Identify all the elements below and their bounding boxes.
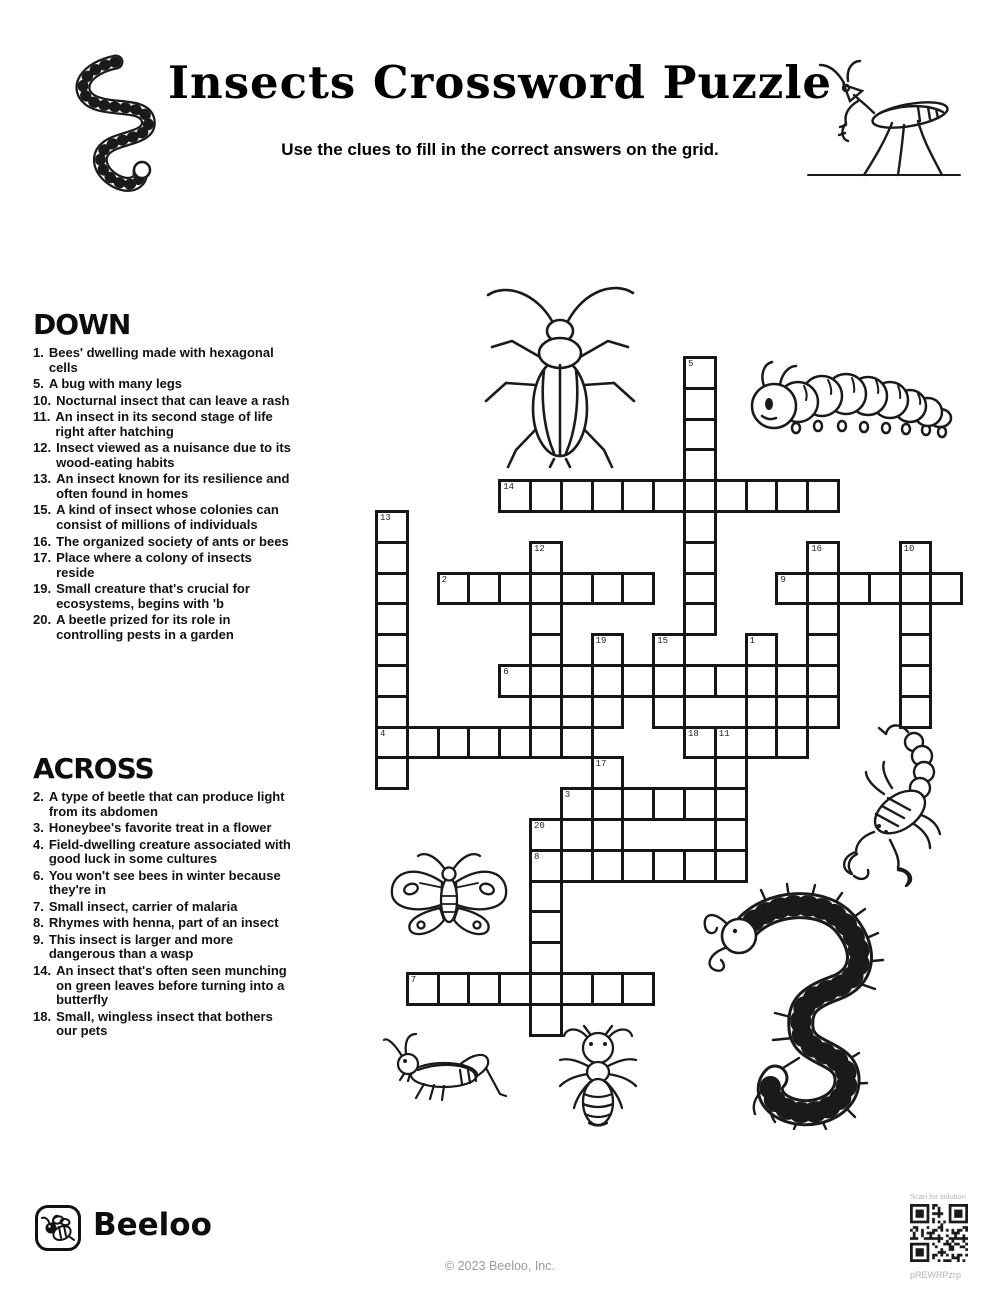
clue-number: 7.	[33, 898, 44, 914]
grid-cell[interactable]	[683, 602, 717, 636]
caterpillar-illustration	[742, 350, 967, 445]
clue-text: Nocturnal insect that can leave a rash	[56, 392, 290, 408]
grid-cell[interactable]	[560, 572, 594, 606]
cell-number: 4	[380, 728, 386, 739]
grid-cell[interactable]	[652, 787, 686, 821]
down-clue-list	[33, 346, 291, 642]
grid-cell[interactable]	[683, 541, 717, 575]
grid-cell[interactable]	[560, 849, 594, 883]
clue-text: An insect known for its resilience and often found in homes	[56, 471, 290, 501]
grid-cell[interactable]	[621, 664, 655, 698]
grid-cell[interactable]	[775, 479, 809, 513]
grid-cell[interactable]	[714, 664, 748, 698]
clue-text: Place where a colony of insects reside	[56, 550, 252, 580]
cell-number: 14	[503, 482, 514, 493]
grid-cell[interactable]	[868, 572, 902, 606]
grid-cell[interactable]	[652, 695, 686, 729]
cell-number: 5	[688, 359, 694, 369]
clue-number: 19.	[33, 581, 52, 597]
grid-cell[interactable]	[591, 818, 625, 852]
clue-item	[33, 964, 291, 1008]
cell-number: 15	[657, 636, 668, 647]
cell-number: 8	[534, 851, 540, 862]
grid-cell[interactable]	[899, 602, 933, 636]
cell-number: 6	[503, 667, 509, 677]
grid-cell[interactable]	[837, 572, 871, 606]
clue-number: 18.	[33, 1008, 52, 1024]
clue-text: Small insect, carrier of malaria	[48, 898, 238, 914]
grid-cell[interactable]	[591, 972, 625, 1006]
clue-item	[33, 535, 291, 550]
clue-number: 13.	[33, 471, 52, 487]
clue-item	[33, 821, 291, 836]
clue-item	[33, 472, 291, 501]
clue-item	[33, 838, 291, 867]
cell-number: 12	[534, 543, 545, 554]
grid-cell[interactable]	[745, 726, 779, 760]
grid-cell[interactable]	[899, 695, 933, 729]
grid-cell[interactable]	[437, 726, 471, 760]
grid-cell[interactable]	[591, 695, 625, 729]
bee-icon	[38, 1209, 78, 1249]
grid-cell[interactable]	[683, 664, 717, 698]
grid-cell[interactable]	[498, 572, 532, 606]
clue-number: 20.	[33, 612, 52, 628]
grid-cell[interactable]	[529, 726, 563, 760]
clue-text: Field-dwelling creature associated with good luck in some cultures	[48, 836, 291, 867]
clue-text: Small creature that's crucial for ecosystems, begins with 'b	[56, 581, 250, 611]
clue-text: A beetle prized for its role in controlling pests in a garden	[56, 612, 234, 642]
cell-number: 3	[564, 790, 571, 801]
clue-text: Bees' dwelling made with hexagonal cells	[48, 345, 274, 375]
mantis-illustration	[800, 55, 965, 190]
grid-cell[interactable]	[929, 572, 963, 606]
grid-cell[interactable]	[375, 633, 409, 667]
qr-block	[910, 1192, 976, 1280]
grid-cell[interactable]	[375, 572, 409, 606]
clue-item	[33, 900, 291, 915]
clue-text: An insect in its second stage of life right after hatching	[55, 409, 273, 439]
cell-number: 7	[410, 975, 417, 985]
grid-cell[interactable]	[652, 479, 686, 513]
grid-cell[interactable]	[591, 664, 625, 698]
grid-cell[interactable]	[806, 479, 840, 513]
moth-illustration	[382, 848, 517, 943]
grid-cell[interactable]	[745, 479, 779, 513]
page-title: Insects Crossword Puzzle	[167, 56, 833, 109]
clue-text: An insect that's often seen munching on green leaves before turning into a butterfly	[56, 963, 287, 1008]
grid-cell[interactable]	[529, 910, 563, 944]
clue-number: 11.	[33, 409, 51, 425]
qr-code-id: pREWRPzrp	[910, 1270, 962, 1280]
grid-cell[interactable]	[775, 664, 809, 698]
clue-item	[33, 410, 291, 439]
grid-cell[interactable]	[529, 602, 563, 636]
across-clues-section	[33, 752, 291, 1041]
grid-cell[interactable]	[529, 479, 563, 513]
copyright-text: © 2023 Beeloo, Inc.	[445, 1259, 555, 1273]
clue-item	[33, 551, 291, 580]
clue-item	[33, 377, 291, 392]
grid-cell[interactable]	[375, 602, 409, 636]
clue-number: 8.	[33, 915, 44, 931]
grid-cell[interactable]	[560, 972, 594, 1006]
grid-cell[interactable]	[529, 633, 563, 667]
grid-cell[interactable]	[683, 387, 717, 421]
grid-cell[interactable]	[621, 572, 655, 606]
clue-item	[33, 394, 291, 409]
grid-cell[interactable]	[775, 726, 809, 760]
grid-cell[interactable]	[683, 787, 717, 821]
clue-text: Rhymes with henna, part of an insect	[48, 915, 279, 931]
grid-cell[interactable]	[683, 849, 717, 883]
clue-number: 4.	[33, 836, 44, 852]
grid-cell[interactable]	[745, 664, 779, 698]
clue-item	[33, 613, 291, 642]
grid-cell[interactable]	[560, 726, 594, 760]
grid-cell[interactable]	[899, 572, 933, 606]
qr-code	[910, 1204, 968, 1262]
clue-number: 1.	[33, 345, 44, 360]
cell-number: 9	[780, 574, 786, 585]
grid-cell[interactable]	[529, 1003, 563, 1037]
cell-number: 17	[595, 759, 607, 770]
clue-number: 16.	[33, 533, 52, 549]
clue-number: 15.	[33, 502, 52, 518]
cell-number: 1	[749, 636, 755, 647]
across-clue-list	[33, 790, 291, 1039]
grid-cell[interactable]	[714, 756, 748, 790]
grid-cell[interactable]	[529, 695, 563, 729]
clue-number: 17.	[33, 550, 52, 566]
grid-cell[interactable]	[899, 633, 933, 667]
brand-wordmark: Beeloo	[93, 1207, 212, 1243]
cell-number: 13	[380, 513, 391, 523]
grid-cell[interactable]	[806, 664, 840, 698]
clue-item	[33, 503, 291, 532]
grid-cell[interactable]	[714, 849, 748, 883]
grid-cell[interactable]	[806, 572, 840, 606]
grid-cell[interactable]	[683, 479, 717, 513]
cockroach-illustration	[478, 265, 643, 470]
grid-cell[interactable]	[529, 572, 563, 606]
grid-cell[interactable]	[529, 880, 563, 914]
grid-cell[interactable]	[560, 479, 594, 513]
grid-cell[interactable]	[529, 664, 563, 698]
grid-cell[interactable]	[806, 602, 840, 636]
cell-number: 18	[688, 728, 699, 739]
grid-cell[interactable]	[899, 664, 933, 698]
down-heading: DOWN	[33, 308, 131, 341]
grid-cell[interactable]	[529, 941, 563, 975]
clue-number: 5.	[33, 376, 44, 392]
cell-number: 20	[534, 821, 545, 831]
grid-cell[interactable]	[375, 695, 409, 729]
grid-cell[interactable]	[621, 972, 655, 1006]
clue-item	[33, 916, 291, 931]
grid-cell[interactable]	[683, 572, 717, 606]
across-heading: ACROSS	[33, 752, 154, 785]
clue-text: The organized society of ants or bees	[56, 533, 289, 549]
grid-cell[interactable]	[621, 849, 655, 883]
clue-number: 2.	[33, 789, 44, 804]
clue-item	[33, 582, 291, 611]
grid-cell[interactable]	[375, 664, 409, 698]
grid-cell[interactable]	[714, 818, 748, 852]
grid-cell[interactable]	[714, 787, 748, 821]
grid-cell[interactable]	[714, 479, 748, 513]
grid-cell[interactable]	[621, 479, 655, 513]
qr-caption: Scan for solution	[910, 1192, 966, 1201]
grid-cell[interactable]	[406, 726, 440, 760]
clue-item	[33, 441, 291, 470]
clue-item	[33, 933, 291, 962]
clue-text: Honeybee's favorite treat in a flower	[48, 820, 272, 836]
clue-number: 9.	[33, 931, 44, 947]
grid-cell[interactable]	[375, 541, 409, 575]
clue-text: This insect is larger and more dangerous than a wasp	[48, 931, 234, 962]
grid-cell[interactable]	[498, 726, 532, 760]
cell-number: 11	[718, 728, 730, 739]
grid-cell[interactable]	[437, 972, 471, 1006]
termite-illustration	[548, 1022, 648, 1132]
clue-text: A kind of insect whose colonies can consist of millions of individuals	[56, 502, 279, 533]
grid-cell[interactable]	[529, 972, 563, 1006]
cell-number: 19	[595, 636, 607, 647]
grid-cell[interactable]	[591, 572, 625, 606]
clue-number: 12.	[33, 440, 52, 456]
grid-cell[interactable]	[683, 448, 717, 482]
clue-item	[33, 869, 291, 898]
grid-cell[interactable]	[591, 787, 625, 821]
grid-cell[interactable]	[375, 756, 409, 790]
clue-number: 10.	[33, 392, 52, 408]
scorpion-illustration	[822, 718, 952, 893]
clue-item	[33, 346, 291, 375]
grid-cell[interactable]	[498, 972, 532, 1006]
clue-text: A type of beetle that can produce light from its abdomen	[48, 789, 285, 819]
cell-number: 10	[903, 543, 915, 554]
worm-illustration	[58, 48, 176, 200]
grid-cell[interactable]	[467, 972, 501, 1006]
grid-cell[interactable]	[591, 479, 625, 513]
clue-number: 6.	[33, 867, 44, 883]
clue-text: A bug with many legs	[48, 376, 182, 392]
grid-cell[interactable]	[591, 849, 625, 883]
grid-cell[interactable]	[467, 726, 501, 760]
centipede-illustration	[695, 870, 895, 1130]
clue-item	[33, 790, 291, 819]
grid-cell[interactable]	[806, 633, 840, 667]
grid-cell[interactable]	[652, 849, 686, 883]
grid-cell[interactable]	[745, 695, 779, 729]
grid-cell[interactable]	[652, 664, 686, 698]
down-clues-section	[33, 308, 291, 644]
grid-cell[interactable]	[467, 572, 501, 606]
grid-cell[interactable]	[806, 695, 840, 729]
grid-cell[interactable]	[683, 510, 717, 544]
beeloo-logo	[35, 1205, 81, 1251]
clue-text: You won't see bees in winter because they're in	[48, 867, 281, 898]
grid-cell[interactable]	[560, 664, 594, 698]
grasshopper-illustration	[382, 1028, 507, 1103]
page-subtitle: Use the clues to fill in the correct answers on the grid.	[281, 140, 719, 159]
clue-number: 3.	[33, 820, 44, 836]
cell-number: 2	[441, 574, 447, 585]
clue-text: Small, wingless insect that bothers our pets	[56, 1008, 273, 1039]
clue-text: Insect viewed as a nuisance due to its wood-eating habits	[56, 440, 291, 470]
grid-cell[interactable]	[621, 787, 655, 821]
cell-number: 16	[811, 543, 822, 554]
clue-item	[33, 1010, 291, 1039]
clue-number: 14.	[33, 963, 52, 979]
grid-cell[interactable]	[683, 418, 717, 452]
